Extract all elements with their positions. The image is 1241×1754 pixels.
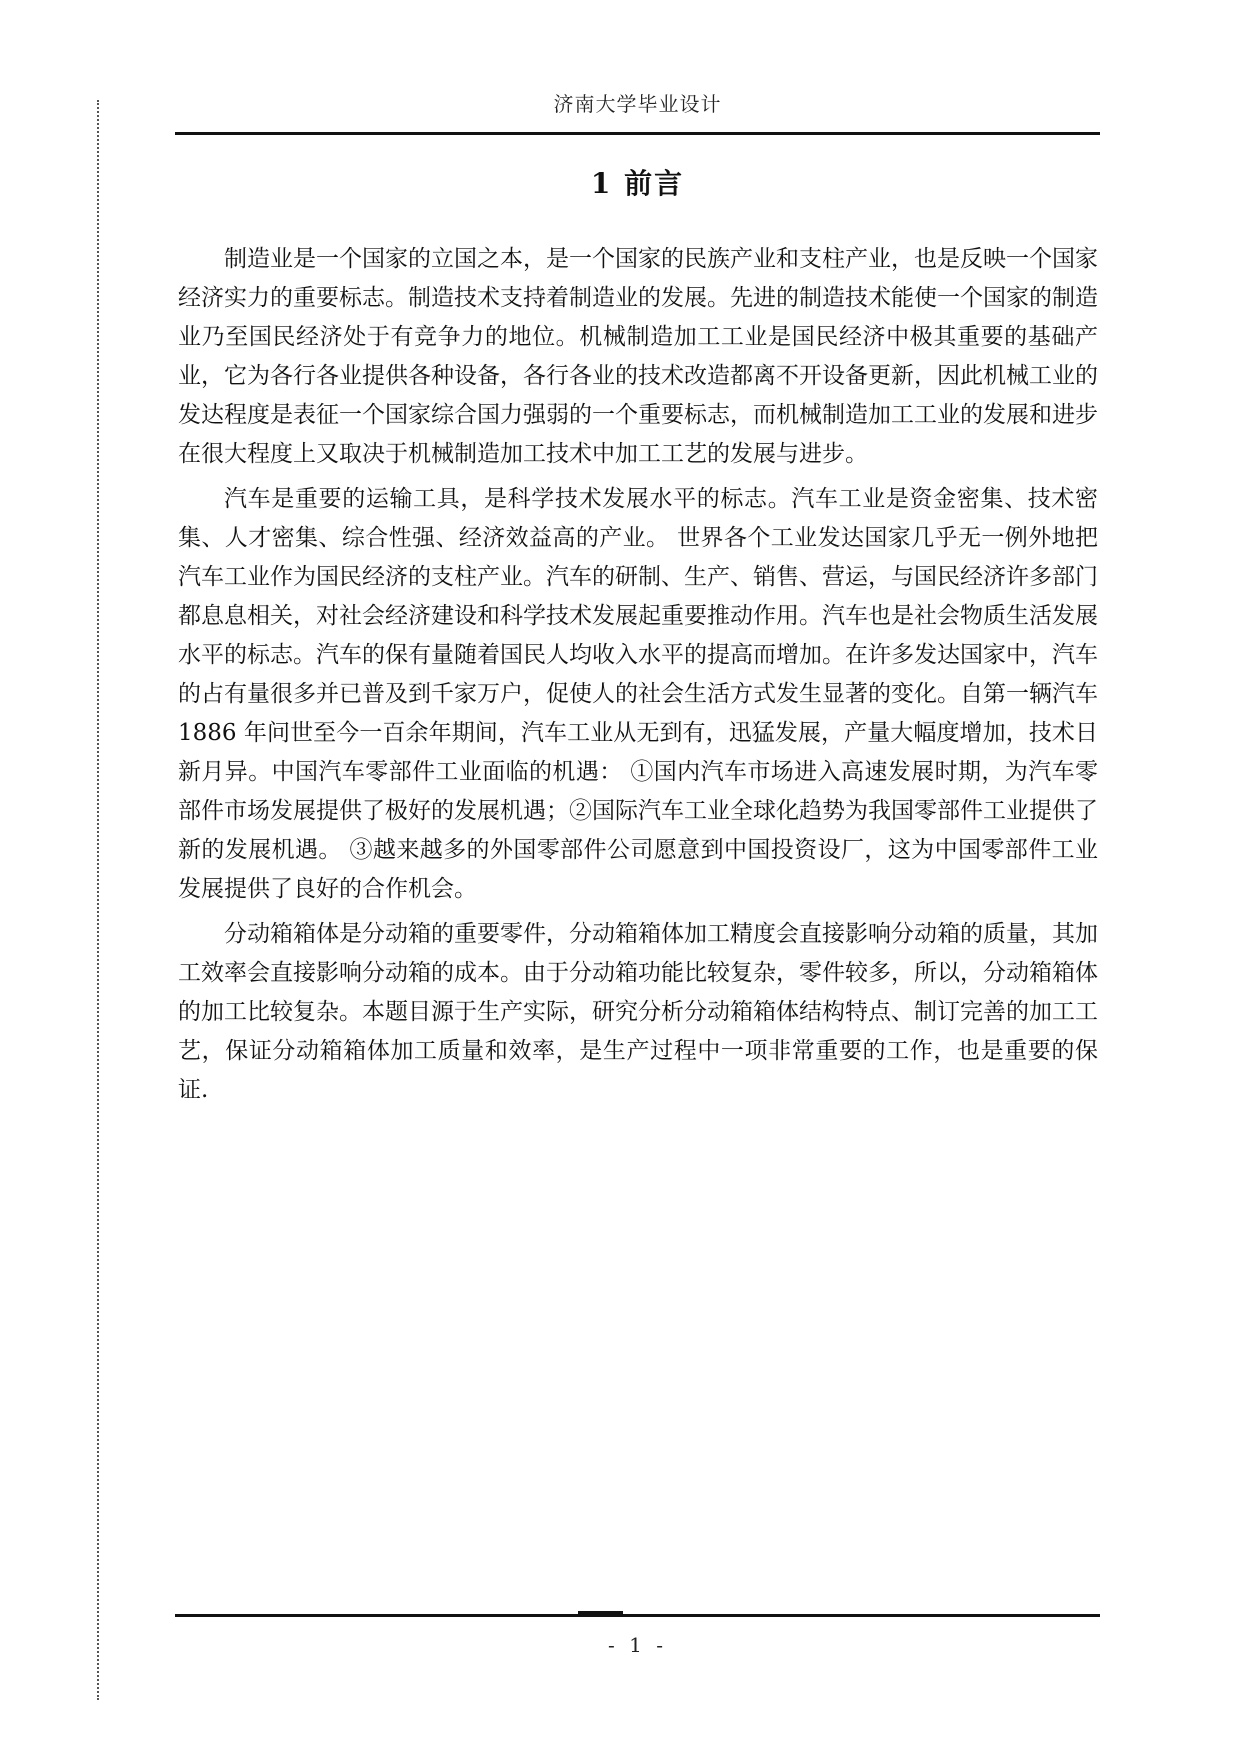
chapter-title: 1 前言 [590,167,685,200]
body-text [178,240,1098,1116]
footer-divider [175,1614,1100,1617]
page-header-title: 济南大学毕业设计 [553,92,722,116]
page-number: - 1 - [608,1633,667,1657]
footer-divider-accent [578,1611,623,1614]
paragraph-3: 分动箱箱体是分动箱的重要零件，分动箱箱体加工精度会直接影响分动箱的质量，其加工效率会直接影响分动箱的成本。由于分动箱功能比较复杂，零件较多，所以，分动箱箱体的加工比较复杂。本题目源于生产实际，研究分析分动箱箱体结构特点、制订完善的加工工艺，保证分动箱箱体加工质量和效率，是生产过程中一项非常重要的工作，也是重要的保证. [178,921,1098,1103]
paragraph-2: 汽车是重要的运输工具，是科学技术发展水平的标志。汽车工业是资金密集、技术密集、人才密集、综合性强、经济效益高的产业。 世界各个工业发达国家几乎无一例外地把汽车工业作为国民经济的支柱产业。汽车的研制、生产、销售、营运，与国民经济许多部门都息息相关，对社会经济建设和科学技术发展起重要推动作用。汽车也是社会物质生活发展水平的标志。汽车的保有量随着国民人均收入水平的提高而增加。在许多发达国家中，汽车的占有量很多并已普及到千家万户，促使人的社会生活方式发生显著的变化。自第一辆汽车 1886 年问世至今一百余年期间，汽车工业从无到有，迅猛发展，产量大幅度增加，技术日新月异。中国汽车零部件工业面临的机遇： ①国内汽车市场进入高速发展时期，为汽车零部件市场发展提供了极好的发展机遇；②国际汽车工业全球化趋势为我国零部件工业提供了新的发展机遇。 ③越来越多的外国零部件公司愿意到中国投资设厂，这为中国零部件工业发展提供了良好的合作机会。 [178,486,1098,902]
header-divider [175,132,1100,135]
paragraph-1: 制造业是一个国家的立国之本，是一个国家的民族产业和支柱产业，也是反映一个国家经济实力的重要标志。制造技术支持着制造业的发展。先进的制造技术能使一个国家的制造业乃至国民经济处于有竞争力的地位。机械制造加工工业是国民经济中极其重要的基础产业，它为各行各业提供各种设备，各行各业的技术改造都离不开设备更新，因此机械工业的发达程度是表征一个国家综合国力强弱的一个重要标志，而机械制造加工工业的发展和进步在很大程度上又取决于机械制造加工技术中加工工艺的发展与进步。 [178,246,1098,467]
binding-dotted-line [97,100,99,1700]
